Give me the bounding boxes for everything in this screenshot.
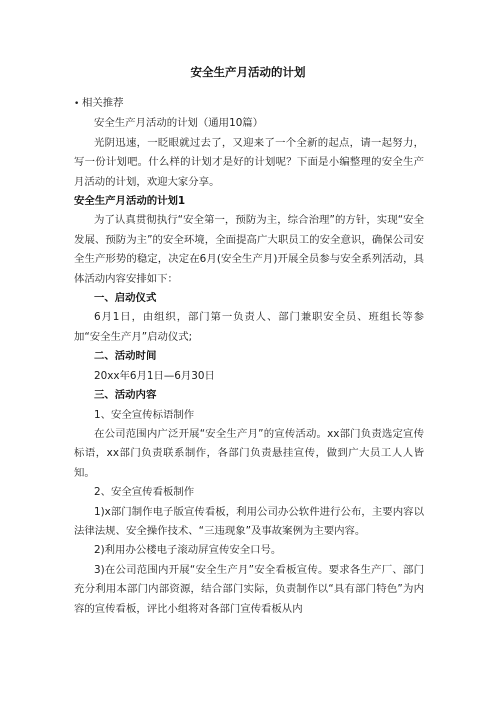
item-board-text-3: 3)在公司范围内开展“安全生产月”安全看板宣传。要求各生产厂、部门充分利用本部门内部资源，结合部门实际，负责制作以“具有部门特色”为内容的宣传看板，评比小组将对各部门宣传看板从内 [74, 563, 424, 615]
bullet-icon: • [74, 99, 80, 109]
page-title: 安全生产月活动的计划 [190, 65, 306, 79]
item-slogan-heading: 1、安全宣传标语制作 [94, 408, 195, 421]
item-board-text-1: 1)x部门制作电子版宣传看板，利用公司办公软件进行公布，主要内容以法律法规、安全操作技术、“三违现象”及事故案例为主要内容。 [74, 505, 424, 537]
document-body [74, 94, 424, 619]
heading-activity-content: 三、活动内容 [94, 389, 157, 402]
intro-title: 安全生产月活动的计划（通用10篇） [94, 117, 264, 130]
activity-time-text: 20xx年6月1日—6月30日 [94, 369, 215, 382]
launch-ceremony-text: 6月1日，由组织，部门第一负责人、部门兼职安全员、班组长等参加“安全生产月”启动仪式; [74, 311, 424, 343]
item-board-text-2: 2)利用办公楼电子滚动屏宣传安全口号。 [94, 544, 282, 557]
related-recommend[interactable] [74, 94, 424, 114]
intro-paragraph: 光阴迅速，一眨眼就过去了，又迎来了一个全新的起点，请一起努力，写一份计划吧。什么样的计划才是好的计划呢？下面是小编整理的安全生产月活动的计划，欢迎大家分享。 [74, 136, 424, 188]
heading-launch-ceremony: 一、启动仪式 [94, 292, 157, 305]
heading-activity-time: 二、活动时间 [94, 350, 157, 363]
section-intro-paragraph: 为了认真贯彻执行“安全第一，预防为主，综合治理”的方针，实现“安全发展、预防为主”的安全环境，全面提高广大职员工的安全意识，确保公司安全生产形势的稳定，决定在6月(安全生产月)开展全员参与安全系列活动，具体活动内容安排如下： [74, 214, 424, 285]
section-heading: 安全生产月活动的计划1 [74, 195, 186, 208]
related-label[interactable]: 相关推荐 [82, 97, 124, 109]
item-slogan-text: 在公司范围内广泛开展“安全生产月”的宣传活动。xx部门负责选定宣传标语，xx部门负责联系制作，各部门负责悬挂宣传，做到广大员工人人皆知。 [74, 427, 424, 479]
item-board-heading: 2、安全宣传看板制作 [94, 486, 195, 499]
